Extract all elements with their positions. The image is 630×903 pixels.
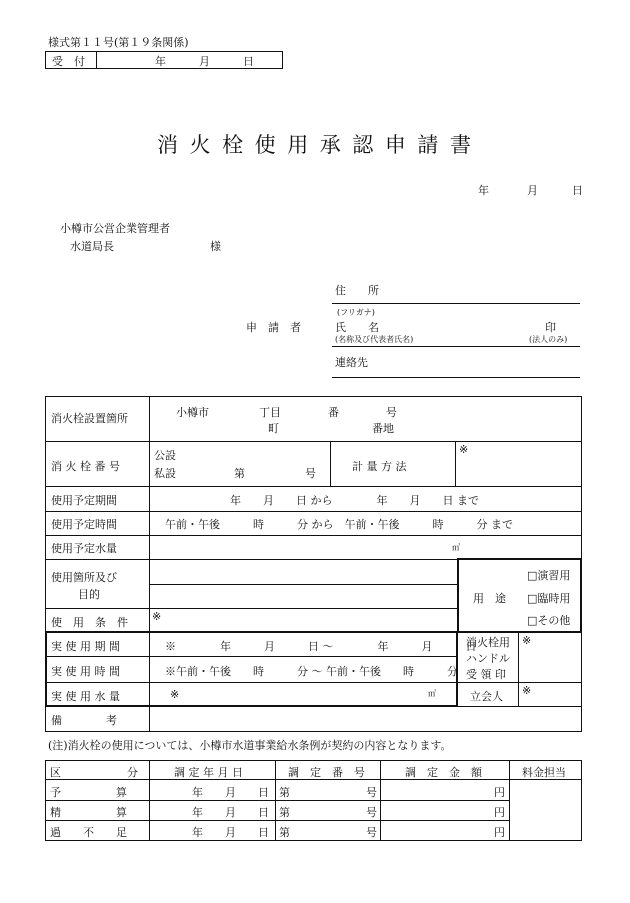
location-banchi: 番地 <box>372 422 394 435</box>
dai-label: 第 <box>234 467 245 480</box>
receipt-date: 年 月 日 <box>155 55 254 68</box>
location-go: 号 <box>386 406 397 419</box>
actual-volume-label: 実 使 用 水 量 <box>51 690 120 703</box>
fee-row-no-prefix: 第 <box>279 806 290 819</box>
note-text: (注)消火栓の使用については、小樽市水道事業給水条例が契約の内容となります。 <box>48 739 452 752</box>
receipt-label: 受 付 <box>52 55 85 68</box>
number-label: 消 火 栓 番 号 <box>51 460 120 473</box>
furigana-label: (フリガナ) <box>337 308 375 317</box>
fee-header-charge: 料金担当 <box>522 766 566 779</box>
fee-row-yen: 円 <box>494 786 505 799</box>
seal-note: (法人のみ) <box>529 335 568 344</box>
actual-time-text: ※午前・午後 時 分 ～ 午前・午後 時 分 <box>165 665 458 678</box>
volume-label: 使用予定水量 <box>51 542 117 555</box>
name-note: (名称及び代表者氏名) <box>335 335 414 344</box>
addressee-sama: 様 <box>210 240 221 253</box>
seal-mark: 印 <box>545 321 556 334</box>
handle-mark: ※ <box>522 634 532 647</box>
fee-header-category: 区 分 <box>50 766 138 779</box>
fee-row-yen: 円 <box>494 806 505 819</box>
time-label: 使用予定時間 <box>51 518 117 531</box>
purpose-drill-checkbox[interactable]: □演習用 <box>527 569 571 582</box>
addressee-line1: 小樽市公営企業管理者 <box>60 222 170 235</box>
period-label: 使用予定期間 <box>51 494 117 507</box>
location-ban: 番 <box>328 406 339 419</box>
handle-seal-1: 消火栓用 <box>466 636 510 649</box>
remarks-label: 備 考 <box>51 714 117 727</box>
date-year: 年 <box>478 184 489 197</box>
fee-row-no-suffix: 号 <box>366 826 377 839</box>
volume-unit: ㎥ <box>452 543 460 552</box>
fee-header-amount: 調 定 金 額 <box>405 766 482 779</box>
actual-volume-mark: ※ <box>170 688 180 701</box>
condition-label: 使 用 条 件 <box>51 616 128 629</box>
purpose-label: 用 途 <box>473 592 506 605</box>
public-label: 公設 <box>154 449 176 462</box>
fee-row-no-suffix: 号 <box>366 806 377 819</box>
fee-row-label: 予 算 <box>50 786 127 799</box>
actual-volume-unit: ㎥ <box>428 689 436 698</box>
private-label: 私設 <box>154 467 176 480</box>
location-machi: 町 <box>268 422 279 435</box>
place-label-2: 目的 <box>78 588 100 601</box>
fee-row-yen: 円 <box>494 826 505 839</box>
date-day: 日 <box>572 184 583 197</box>
purpose-other-checkbox[interactable]: □その他 <box>527 614 571 627</box>
period-text: 年 月 日 から 年 月 日 まで <box>230 494 479 507</box>
actual-period-label: 実 使 用 期 間 <box>51 640 120 653</box>
applicant-address-label: 住 所 <box>335 284 379 297</box>
actual-time-label: 実 使 用 時 間 <box>51 665 120 678</box>
applicant-name-label: 氏 名 <box>335 321 379 334</box>
fee-header-number: 調 定 番 号 <box>288 766 365 779</box>
fee-row-no-suffix: 号 <box>366 786 377 799</box>
fee-row-label: 過 不 足 <box>50 826 127 839</box>
fee-row-date: 年 月 日 <box>192 826 269 839</box>
witness-label: 立会人 <box>470 690 503 703</box>
purpose-temporary-checkbox[interactable]: □臨時用 <box>527 592 571 605</box>
go-label: 号 <box>305 467 316 480</box>
time-text: 午前・午後 時 分 から 午前・午後 時 分 まで <box>165 518 513 531</box>
fee-row-date: 年 月 日 <box>192 786 269 799</box>
location-label: 消火栓設置箇所 <box>51 412 128 425</box>
addressee-line2: 水道局長 <box>70 240 114 253</box>
contact-label: 連絡先 <box>335 356 368 369</box>
place-label-1: 使用箇所及び <box>51 571 117 584</box>
fee-row-label: 精 算 <box>50 806 127 819</box>
fee-row-date: 年 月 日 <box>192 806 269 819</box>
meter-mark: ※ <box>459 443 469 456</box>
fee-header-date: 調 定 年 月 日 <box>174 766 243 779</box>
handle-seal-3: 受 領 印 <box>466 668 506 681</box>
location-chome: 丁目 <box>259 406 281 419</box>
actual-period-text: ※ 年 月 日 ～ 年 月 日 <box>165 640 477 653</box>
witness-mark: ※ <box>522 684 532 697</box>
meter-label: 計 量 方 法 <box>352 460 407 473</box>
form-number: 様式第１１号(第１９条関係) <box>48 36 189 49</box>
location-city: 小樽市 <box>176 406 209 419</box>
handle-seal-2: ハンドル <box>466 652 510 665</box>
date-month: 月 <box>527 184 538 197</box>
fee-row-no-prefix: 第 <box>279 786 290 799</box>
fee-row-no-prefix: 第 <box>279 826 290 839</box>
condition-mark: ※ <box>152 610 162 623</box>
applicant-label: 申 請 者 <box>246 321 301 334</box>
page-title: 消火栓使用承認申請書 <box>157 133 483 157</box>
